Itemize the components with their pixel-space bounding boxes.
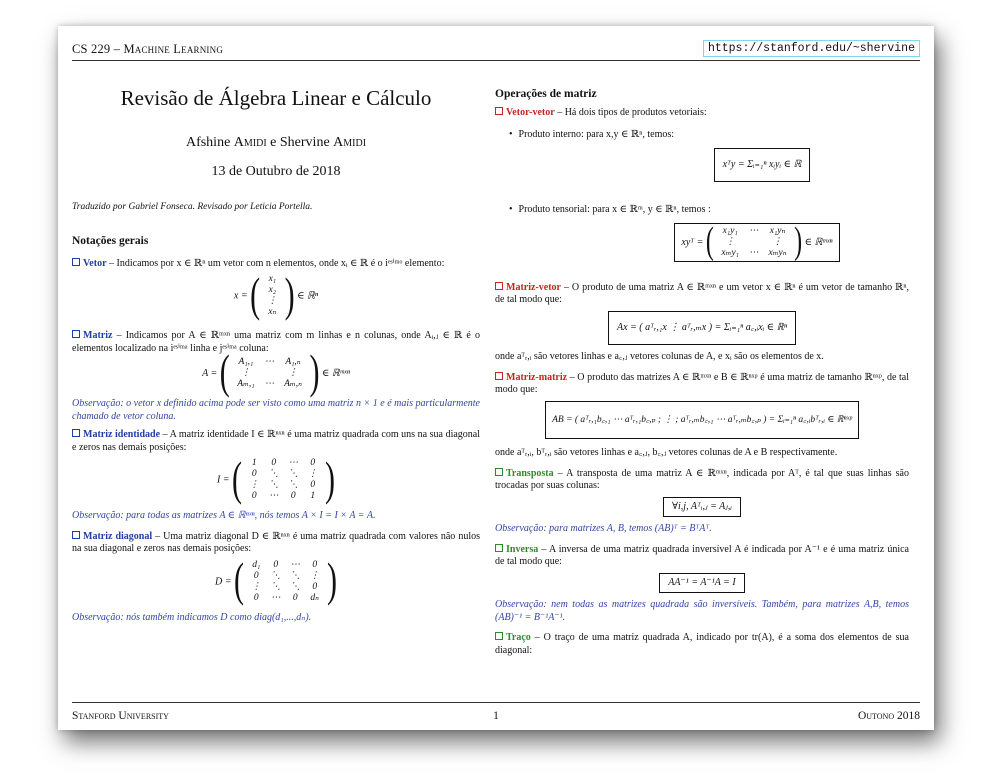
equation-matriz: A = ( A₁,₁ ⋯ A₁,ₙ ⋮ ⋮ Aₘ,₁ ⋯ Aₘ,ₙ ) ∈ ℝᵐˣⁿ [202, 345, 350, 399]
equation-inversa [495, 573, 909, 594]
paragraph-transposta [495, 468, 909, 493]
matriz-title: Matriz [83, 330, 113, 341]
mv-after-text: onde aᵀᵣ,ᵢ são vetores linhas e a꜀,ⱼ vetores colunas de A, e xᵢ são os elementos de x. [495, 351, 824, 362]
page-header [72, 40, 920, 60]
header-rule [72, 60, 920, 61]
matrix-cell: ⋯ [269, 491, 279, 501]
observation-3: Observação: nós também indicamos D como diag(d₁,...,dₙ). [72, 611, 312, 623]
footer-rule [72, 702, 920, 703]
matrix-cell: ⋱ [288, 469, 299, 479]
footer-term: Outono 2018 [857, 710, 920, 722]
matrix-cell: A₁,ₙ [285, 357, 301, 367]
right-column [495, 80, 909, 657]
equation-identidade: I = ( 1 0 ⋯ 0 0 ⋱ ⋱ ⋮ ⋮ ⋱ ⋱ 0 0 ⋯ 0 1 ) [216, 452, 336, 506]
equation-matriz-vetor [495, 311, 909, 346]
matrix-cell: ⋯ [748, 225, 759, 236]
matrix-cell: 1 [310, 491, 316, 501]
matrix-cell: ⋯ [264, 357, 275, 367]
vetor-title: Vetor [83, 257, 107, 269]
matrix-cell: ⋯ [270, 592, 281, 603]
paragraph-diagonal [72, 531, 480, 556]
eq-outer-box: xyᵀ = ( x₁y₁ ⋯ x₁yₙ ⋮ ⋮ xₘy₁ ⋯ xₘyₙ ) ∈ ℝᵐˣⁿ [674, 223, 839, 262]
document-title: Revisão de Álgebra Linear e Cálculo [120, 86, 432, 110]
course-label: CS 229 – Machine Learning [72, 42, 224, 56]
matrix-cell: 0 [271, 458, 277, 468]
square-bullet-icon [495, 107, 503, 115]
matriz-text: – Indicamos por A ∈ ℝᵐˣⁿ uma matriz com m linhas e n colunas, onde Aᵢ,ⱼ ∈ ℝ é o elementos localizado na iᵉˢⁱᵐᵃ linha e jᵉˢⁱᵐᵃ coluna: [72, 330, 480, 354]
eq-rhs: ∈ ℝᵐˣⁿ [321, 367, 350, 379]
matrix-cell: ⋮ [725, 236, 735, 247]
eq-lhs: D = [215, 575, 232, 587]
eq-tr-box: ∀i,j, Aᵀᵢ,ⱼ = Aⱼ,ᵢ [663, 497, 741, 518]
matrix-cell: d₁ [252, 559, 261, 570]
ident-title: Matriz identidade [83, 429, 161, 440]
trace-title: Traço [506, 632, 531, 643]
paragraph-vetor-vetor [495, 107, 909, 120]
matrix-cell: 0 [290, 491, 296, 501]
eq-lhs: x = [233, 290, 248, 302]
vv-title: Vetor-vetor [506, 106, 555, 118]
matrix-cell: ⋮ [308, 469, 318, 479]
matrix-cell: Aₘ,ₙ [284, 379, 302, 389]
vv-text: – Há dois tipos de produtos vetoriais: [557, 106, 707, 118]
tr-title: Transposta [506, 467, 554, 479]
equation-inner [495, 148, 909, 183]
matrix-cell: ⋯ [288, 458, 299, 468]
matrix-cell: ⋱ [270, 570, 281, 581]
paragraph-identidade [72, 429, 480, 454]
matrix-cell: ⋱ [269, 480, 279, 490]
left-column [72, 80, 480, 624]
equation-vetor: x = ( x₁ x₂ ⋮ xₙ ) ∈ ℝⁿ [233, 268, 319, 322]
eq-inv-box: AA⁻¹ = A⁻¹A = I [659, 573, 744, 594]
diag-text: – Uma matriz diagonal D ∈ ℝⁿˣⁿ é uma matriz quadrada com valores não nulos na sua diagonal e zeros nas demais posições: [72, 530, 480, 554]
matrix-cell: ⋮ [241, 368, 251, 378]
matrix-cell: 0 [310, 480, 316, 490]
square-bullet-icon [495, 632, 503, 640]
matrix-cell: ⋱ [290, 581, 300, 592]
square-bullet-icon [495, 282, 503, 290]
eq-lhs: I = [216, 474, 230, 486]
eq-lhs: A = [202, 367, 218, 379]
matrix-cell: 0 [251, 491, 257, 501]
equation-diagonal: D = ( d₁ 0 ⋯ 0 0 ⋱ ⋱ ⋮ ⋮ ⋱ ⋱ 0 0 ⋯ 0 dₙ ) [215, 553, 337, 607]
matrix-cell: x₁yₙ [769, 225, 786, 236]
matrix-cell: 0 [273, 559, 279, 570]
outer-matrix [716, 226, 791, 259]
matrix-cell: xₙ [268, 307, 277, 317]
authors-line [72, 134, 480, 150]
matrix-cell: ⋮ [772, 236, 783, 247]
mm-after-text: onde aᵀᵣ,ᵢ, bᵀᵣ,ᵢ são vetores linhas e a꜀,ⱼ, b꜀,ⱼ vetores colunas de A e B respectivamente. [495, 447, 838, 458]
paragraph-vetor [72, 258, 480, 271]
matrix-cell: ⋯ [748, 247, 759, 258]
square-bullet-icon [495, 372, 503, 380]
document-date: 13 de Outubro de 2018 [211, 164, 341, 179]
paragraph-matriz [72, 330, 480, 355]
bullet-inner-product: • Produto interno: para x,y ∈ ℝⁿ, temos: [495, 129, 909, 142]
square-bullet-icon [495, 544, 503, 552]
observation-inversa: Observação: nem todas as matrizes quadrada são inversíveis. Também, para matrizes A,B, temos (AB)⁻¹ = B⁻¹A⁻¹. [495, 599, 909, 623]
diag-title: Matriz diagonal [83, 530, 153, 542]
matrix-cell: x₁ [268, 274, 277, 284]
matrix-cell: dₙ [310, 592, 320, 603]
mv-title: Matriz-vetor [506, 281, 561, 293]
tr-text: – A transposta de uma matriz A ∈ ℝᵐˣⁿ, indicada por Aᵀ, é tal que suas linhas são trocadas por suas colunas: [495, 467, 909, 491]
author1-last: Amidi [233, 134, 267, 150]
matrix-cell: 0 [312, 559, 318, 570]
ident-matrix [245, 458, 323, 502]
vetor-matrix [263, 274, 283, 318]
matrix-cell: ⋮ [309, 570, 320, 581]
matrix-cell: xₘy₁ [721, 247, 739, 258]
matrix-cell: x₁y₁ [722, 225, 738, 236]
square-bullet-icon [72, 531, 80, 539]
section-heading-operacoes: Operações de matriz [495, 88, 597, 100]
eq-inner-box: xᵀy = Σᵢ₌₁ⁿ xᵢyᵢ ∈ ℝ [714, 148, 811, 183]
matrix-cell: 0 [310, 458, 316, 468]
square-bullet-icon [72, 429, 80, 437]
matrix-cell: xₘyₙ [768, 247, 787, 258]
header-url-link[interactable]: https://stanford.edu/~shervine [703, 40, 920, 57]
matrix-cell: ⋯ [290, 559, 300, 570]
authors-mid: e Shervine [270, 134, 330, 150]
matrix-cell: ⋱ [288, 480, 299, 490]
observation-2: Observação: para todas as matrizes A ∈ ℝⁿˣⁿ, nós temos A × I = I × A = A. [72, 510, 376, 521]
matrix-cell: x₂ [268, 285, 277, 295]
equation-outer [495, 220, 909, 263]
matrix-cell: ⋮ [249, 480, 260, 490]
inv-title: Inversa [506, 543, 539, 555]
trace-text: – O traço de uma matriz quadrada A, indicado por tr(A), é a soma dos elementos de sua diagonal: [495, 632, 909, 656]
matrix-cell: 0 [251, 469, 257, 479]
matrix-cell: ⋱ [270, 581, 281, 592]
mm-title: Matriz-matriz [506, 371, 568, 383]
matrix-cell: ⋱ [269, 469, 279, 479]
matrix-cell: ⋯ [264, 379, 275, 389]
matriz-matrix [232, 357, 307, 390]
equation-transposta [495, 497, 909, 518]
author1-first: Afshine [185, 134, 231, 150]
square-bullet-icon [72, 330, 80, 338]
eq-mm-box: AB = ( aᵀᵣ,₁b꜀,₁ ⋯ aᵀᵣ,₁b꜀,ₚ ; ⋮ ; aᵀᵣ,ₘb꜀,₁ ⋯ aᵀᵣ,ₘb꜀,ₚ ) = Σᵢ₌₁ⁿ a꜀,ᵢbᵀᵣ,ᵢ ∈ ℝⁿˣᵖ [545, 401, 859, 440]
section-heading-notacoes: Notações gerais [72, 235, 149, 247]
matrix-cell: ⋮ [267, 296, 278, 306]
square-bullet-icon [495, 468, 503, 476]
matrix-cell: 0 [312, 581, 318, 592]
observation-1: Observação: o vetor x definido acima pode ser visto como uma matriz n × 1 e é mais particularmente chamado de vetor coluna. [72, 398, 480, 422]
matrix-cell: ⋱ [290, 570, 300, 581]
inv-text: – A inversa de uma matriz quadrada inversível A é indicada por A⁻¹ e é uma matriz única de tal modo que: [495, 543, 909, 567]
eq-rhs: ∈ ℝⁿ [297, 290, 319, 302]
matrix-cell: Aₘ,₁ [237, 379, 255, 389]
mm-text: – O produto das matrizes A ∈ ℝᵐˣⁿ e B ∈ ℝⁿˣᵖ é uma matriz de tamanho ℝⁿˣᵖ, de tal modo que: [495, 371, 909, 395]
matrix-cell: 1 [251, 458, 257, 468]
paragraph-matriz-matriz [495, 372, 909, 397]
author2-last: Amidi [333, 134, 367, 150]
matrix-cell: 0 [253, 570, 259, 581]
document-page [58, 26, 934, 730]
page-number: 1 [493, 710, 499, 722]
bullet-outer-product: • Produto tensorial: para x ∈ ℝᵐ, y ∈ ℝⁿ, temos : [495, 204, 909, 217]
observation-transposta: Observação: para matrizes A, B, temos (AB)ᵀ = BᵀAᵀ. [495, 523, 712, 534]
translation-note: Traduzido por Gabriel Fonseca. Revisado por Leticia Portella. [72, 201, 313, 212]
equation-matriz-matriz [495, 401, 909, 440]
matrix-cell: ⋮ [251, 581, 261, 592]
footer-institution: Stanford University [72, 710, 169, 722]
square-bullet-icon [72, 258, 80, 266]
ident-text: – A matriz identidade I ∈ ℝⁿˣⁿ é uma matriz quadrada com uns na sua diagonal e zeros nas demais posições: [72, 429, 481, 453]
matrix-cell: ⋮ [288, 368, 298, 378]
eq-rhs: ∈ ℝᵐˣⁿ [804, 236, 833, 248]
paragraph-traco [495, 632, 909, 657]
vetor-text: – Indicamos por x ∈ ℝⁿ um vetor com n elementos, onde xᵢ ∈ ℝ é o iᵉˢⁱᵐᵒ elemento: [109, 257, 445, 269]
matrix-cell: A₁,₁ [238, 357, 254, 367]
matrix-cell: 0 [253, 592, 259, 603]
paragraph-matriz-vetor [495, 282, 909, 307]
eq-mv-box: Ax = ( aᵀᵣ,₁x ⋮ aᵀᵣ,ₘx ) = Σᵢ₌₁ⁿ a꜀,ᵢxᵢ ∈ ℝⁿ [608, 311, 796, 346]
mv-text: – O produto de uma matriz A ∈ ℝᵐˣⁿ e um vetor x ∈ ℝⁿ é um vetor de tamanho ℝⁿ, de tal modo que: [495, 281, 909, 305]
eq-lhs: xyᵀ = [681, 236, 704, 248]
matrix-cell: 0 [292, 592, 298, 603]
diag-matrix [246, 560, 324, 604]
paragraph-inversa [495, 544, 909, 569]
